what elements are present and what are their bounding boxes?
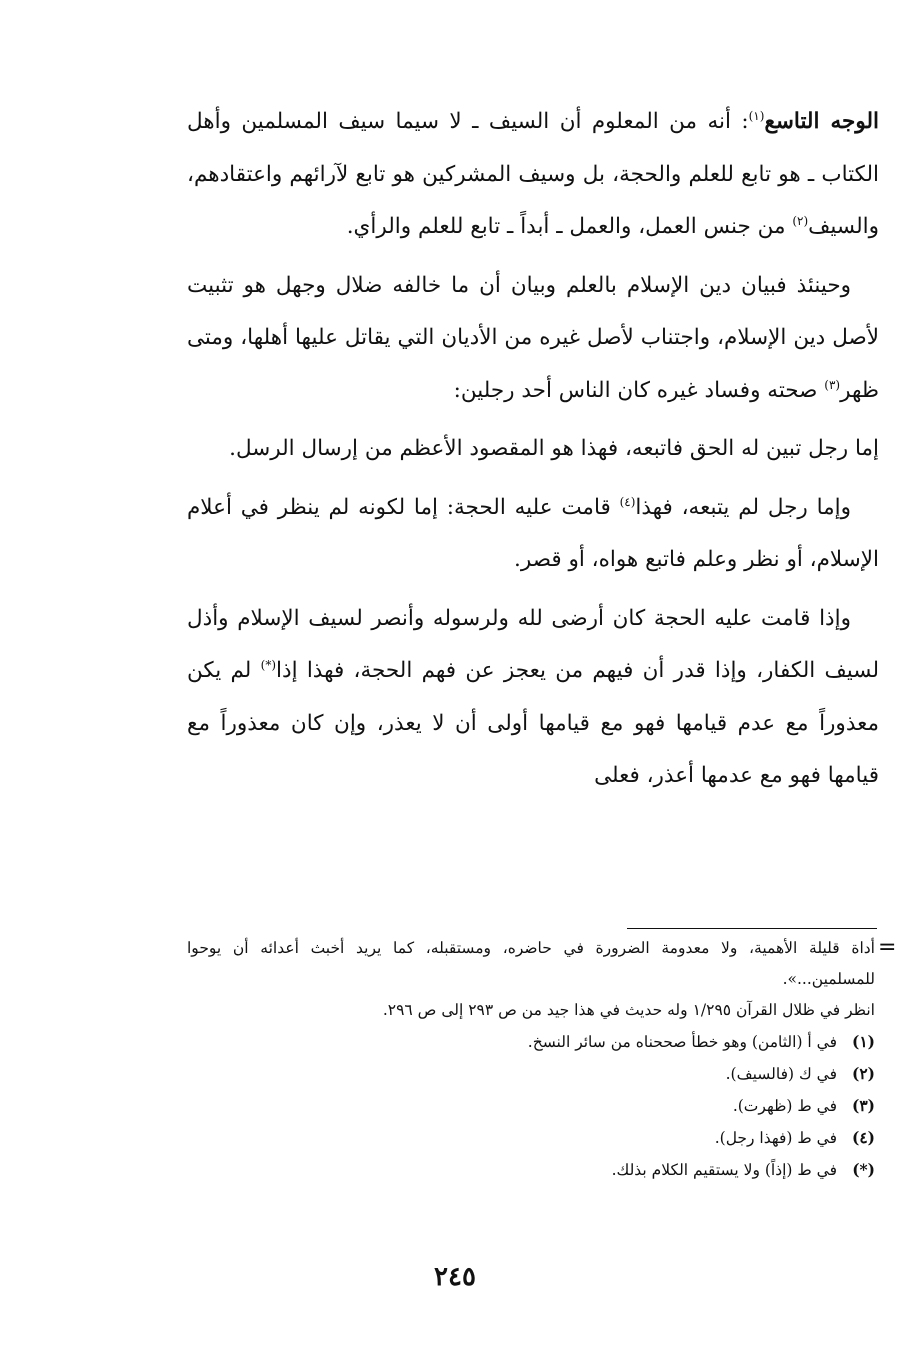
footnote-number: (٢) [851,1064,875,1083]
footnote-text: في ط (ظهرت). [732,1097,837,1115]
footnote-1 [187,1026,875,1058]
footnote-continued-1: أداة قليلة الأهمية، ولا معدومة الضرورة في حاضره، ومستقبله، كما يريد أخبث أعدائه أن يوحوا للمسلمين...». [187,939,875,988]
paragraph-3-text: إما رجل تبين له الحق فاتبعه، فهذا هو المقصود الأعظم من إرسال الرسل. [229,436,879,461]
footnote-text: في أ (الثامن) وهو خطأ صححناه من سائر النسخ. [527,1033,837,1051]
paragraph-5-text-b: لم يكن معذوراً مع عدم قيامها فهو مع قيامها أولى أن لا يعذر، وإن كان معذوراً مع قيامها فهو مع عدمها أعذر، فعلى [187,658,879,788]
footnote-star [187,1154,875,1186]
page-number: ٢٤٥ [434,1262,476,1292]
paragraph-3 [187,423,879,476]
paragraph-1-text-b: من جنس العمل، والعمل ـ أبداً ـ تابع للعلم والرأي. [346,214,793,239]
footnotes [187,933,875,1186]
footnote-ref-star[interactable]: (*) [260,657,277,672]
footnote-2 [187,1058,875,1090]
footnote-number: (٤) [851,1128,875,1147]
footnote-3 [187,1090,875,1122]
footnote-ref-3[interactable]: (٣) [824,377,841,392]
paragraph-5 [187,593,879,803]
footnote-number: (٣) [851,1096,875,1115]
paragraph-5-text-a: وإذا قامت عليه الحجة كان أرضى لله ولرسوله وأنصر لسيف الإسلام وأذل لسيف الكفار، وإذا قدر أن فيهم من يعجز عن فهم الحجة، فهذا إذا [187,605,879,683]
main-text [187,96,879,809]
paragraph-1 [187,96,879,254]
footnote-ref-4[interactable]: (٤) [619,494,636,509]
paragraph-4 [187,482,879,587]
paragraph-4-text-a: وإما رجل لم يتبعه، فهذا [635,494,851,520]
paragraph-4-text-b: قامت عليه الحجة: إما لكونه لم ينظر في أعلام الإسلام، أو نظر وعلم فاتبع هواه، أو قصر. [187,494,879,572]
footnote-ref-2[interactable]: (٢) [792,213,809,228]
paragraph-1-text-a: : أنه من المعلوم أن السيف ـ لا سيما سيف المسلمين وأهل الكتاب ـ هو تابع للعلم والحجة، بل وسيف المشركين هو تابع لآرائهم واعتقادهم، والسيف [187,109,879,239]
footnote-4 [187,1122,875,1154]
section-heading: الوجه التاسع [764,109,879,134]
footnote-number: (*) [852,1160,875,1179]
paragraph-2 [187,260,879,418]
footnote-continued-2: انظر في ظلال القرآن ١/٢٩٥ وله حديث في هذا جيد من ص ٢٩٣ إلى ص ٢٩٦. [382,1001,875,1019]
footnote-number: (١) [851,1032,875,1051]
footnote-text: في ك (فالسيف). [725,1065,837,1083]
continuation-marker: = [878,935,897,960]
paragraph-2-text-a: وحينئذ فبيان دين الإسلام بالعلم وبيان أن ما خالفه ضلال وجهل هو تثبيت لأصل دين الإسلام، واجتناب لأصل غيره من الأديان التي يقاتل عليها أهلها، ومتى ظهر [187,272,879,403]
paragraph-2-text-b: صحته وفساد غيره كان الناس أحد رجلين: [453,377,825,403]
footnote-separator [627,928,877,929]
footnote-text: في ط (إذاً) ولا يستقيم الكلام بذلك. [611,1161,837,1179]
footnote-ref-1[interactable]: (١) [748,108,765,123]
footnote-text: في ط (فهذا رجل). [714,1129,837,1147]
